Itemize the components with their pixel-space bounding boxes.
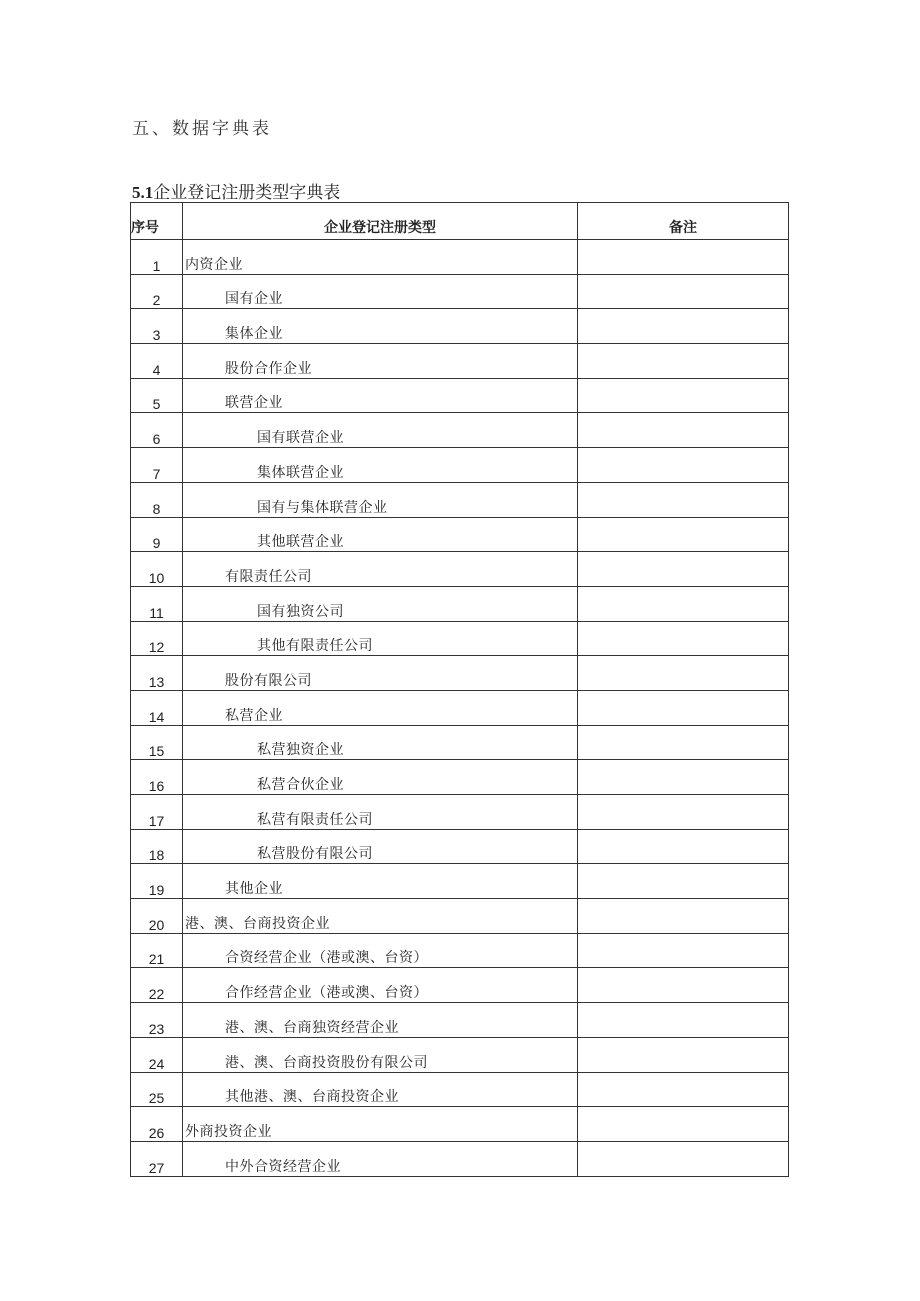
table-row (131, 378, 789, 413)
row-serial-number: 6 (131, 413, 183, 448)
row-remarks (578, 482, 789, 517)
table-row (131, 864, 789, 899)
table-row (131, 448, 789, 483)
table-header-row (131, 203, 789, 240)
row-serial-number: 16 (131, 760, 183, 795)
section-title: 五、数据字典表 (132, 119, 272, 139)
row-remarks (578, 725, 789, 760)
row-serial-number: 11 (131, 586, 183, 621)
row-remarks (578, 274, 789, 309)
row-registration-type: 内资企业 (183, 240, 578, 275)
row-registration-type: 国有与集体联营企业 (183, 482, 578, 517)
row-serial-number: 27 (131, 1141, 183, 1176)
row-serial-number: 4 (131, 344, 183, 379)
table-row (131, 482, 789, 517)
table-row (131, 621, 789, 656)
row-registration-type: 港、澳、台商独资经营企业 (183, 1003, 578, 1038)
table-row (131, 656, 789, 691)
row-remarks (578, 378, 789, 413)
row-registration-type: 股份有限公司 (183, 656, 578, 691)
row-remarks (578, 240, 789, 275)
row-registration-type: 合作经营企业（港或澳、台资） (183, 968, 578, 1003)
row-serial-number: 18 (131, 829, 183, 864)
row-remarks (578, 586, 789, 621)
row-serial-number: 23 (131, 1003, 183, 1038)
registration-type-table (130, 202, 789, 1177)
row-registration-type: 私营股份有限公司 (183, 829, 578, 864)
row-serial-number: 2 (131, 274, 183, 309)
row-serial-number: 20 (131, 899, 183, 934)
row-remarks (578, 344, 789, 379)
table-row (131, 274, 789, 309)
row-serial-number: 17 (131, 795, 183, 830)
row-remarks (578, 413, 789, 448)
header-registration-type: 企业登记注册类型 (183, 203, 578, 240)
row-registration-type: 其他港、澳、台商投资企业 (183, 1072, 578, 1107)
row-remarks (578, 795, 789, 830)
row-registration-type: 其他联营企业 (183, 517, 578, 552)
row-remarks (578, 829, 789, 864)
row-registration-type: 联营企业 (183, 378, 578, 413)
row-remarks (578, 1072, 789, 1107)
row-serial-number: 1 (131, 240, 183, 275)
row-serial-number: 3 (131, 309, 183, 344)
table-row (131, 690, 789, 725)
table-body (131, 240, 789, 1177)
row-registration-type: 私营合伙企业 (183, 760, 578, 795)
row-remarks (578, 864, 789, 899)
row-remarks (578, 309, 789, 344)
row-remarks (578, 760, 789, 795)
row-remarks (578, 1003, 789, 1038)
row-serial-number: 12 (131, 621, 183, 656)
row-registration-type: 私营独资企业 (183, 725, 578, 760)
row-registration-type: 集体联营企业 (183, 448, 578, 483)
row-serial-number: 5 (131, 378, 183, 413)
table-row (131, 309, 789, 344)
row-remarks (578, 933, 789, 968)
row-registration-type: 外商投资企业 (183, 1107, 578, 1142)
table-row (131, 795, 789, 830)
row-remarks (578, 968, 789, 1003)
row-registration-type: 私营有限责任公司 (183, 795, 578, 830)
table-row (131, 933, 789, 968)
row-remarks (578, 690, 789, 725)
table-row (131, 517, 789, 552)
table-row (131, 586, 789, 621)
row-serial-number: 10 (131, 552, 183, 587)
row-remarks (578, 517, 789, 552)
table-row (131, 968, 789, 1003)
row-registration-type: 合资经营企业（港或澳、台资） (183, 933, 578, 968)
row-remarks (578, 552, 789, 587)
row-serial-number: 25 (131, 1072, 183, 1107)
table-title-text: 企业登记注册类型字典表 (153, 183, 341, 203)
table-row (131, 1141, 789, 1176)
row-registration-type: 股份合作企业 (183, 344, 578, 379)
row-remarks (578, 1037, 789, 1072)
table-row (131, 760, 789, 795)
row-remarks (578, 656, 789, 691)
table-row (131, 240, 789, 275)
row-registration-type: 国有企业 (183, 274, 578, 309)
table-row (131, 1003, 789, 1038)
row-registration-type: 国有独资公司 (183, 586, 578, 621)
row-remarks (578, 1141, 789, 1176)
header-serial-number: 序号 (131, 203, 183, 240)
table-row (131, 1072, 789, 1107)
row-serial-number: 9 (131, 517, 183, 552)
row-registration-type: 港、澳、台商投资企业 (183, 899, 578, 934)
row-serial-number: 13 (131, 656, 183, 691)
table-row (131, 1037, 789, 1072)
table-title-number: 5.1 (132, 183, 154, 202)
table-row (131, 413, 789, 448)
table-row (131, 1107, 789, 1142)
row-remarks (578, 448, 789, 483)
table-row (131, 899, 789, 934)
row-registration-type: 国有联营企业 (183, 413, 578, 448)
row-registration-type: 有限责任公司 (183, 552, 578, 587)
table-row (131, 344, 789, 379)
table-row (131, 552, 789, 587)
row-serial-number: 8 (131, 482, 183, 517)
row-registration-type: 集体企业 (183, 309, 578, 344)
header-remarks: 备注 (578, 203, 789, 240)
row-serial-number: 24 (131, 1037, 183, 1072)
table-title (132, 178, 340, 203)
table-row (131, 725, 789, 760)
row-registration-type: 中外合资经营企业 (183, 1141, 578, 1176)
row-registration-type: 其他有限责任公司 (183, 621, 578, 656)
row-registration-type: 私营企业 (183, 690, 578, 725)
row-serial-number: 19 (131, 864, 183, 899)
row-serial-number: 21 (131, 933, 183, 968)
row-remarks (578, 899, 789, 934)
row-remarks (578, 1107, 789, 1142)
row-serial-number: 15 (131, 725, 183, 760)
row-serial-number: 26 (131, 1107, 183, 1142)
row-serial-number: 7 (131, 448, 183, 483)
row-registration-type: 港、澳、台商投资股份有限公司 (183, 1037, 578, 1072)
row-remarks (578, 621, 789, 656)
row-serial-number: 22 (131, 968, 183, 1003)
table-row (131, 829, 789, 864)
row-serial-number: 14 (131, 690, 183, 725)
row-registration-type: 其他企业 (183, 864, 578, 899)
